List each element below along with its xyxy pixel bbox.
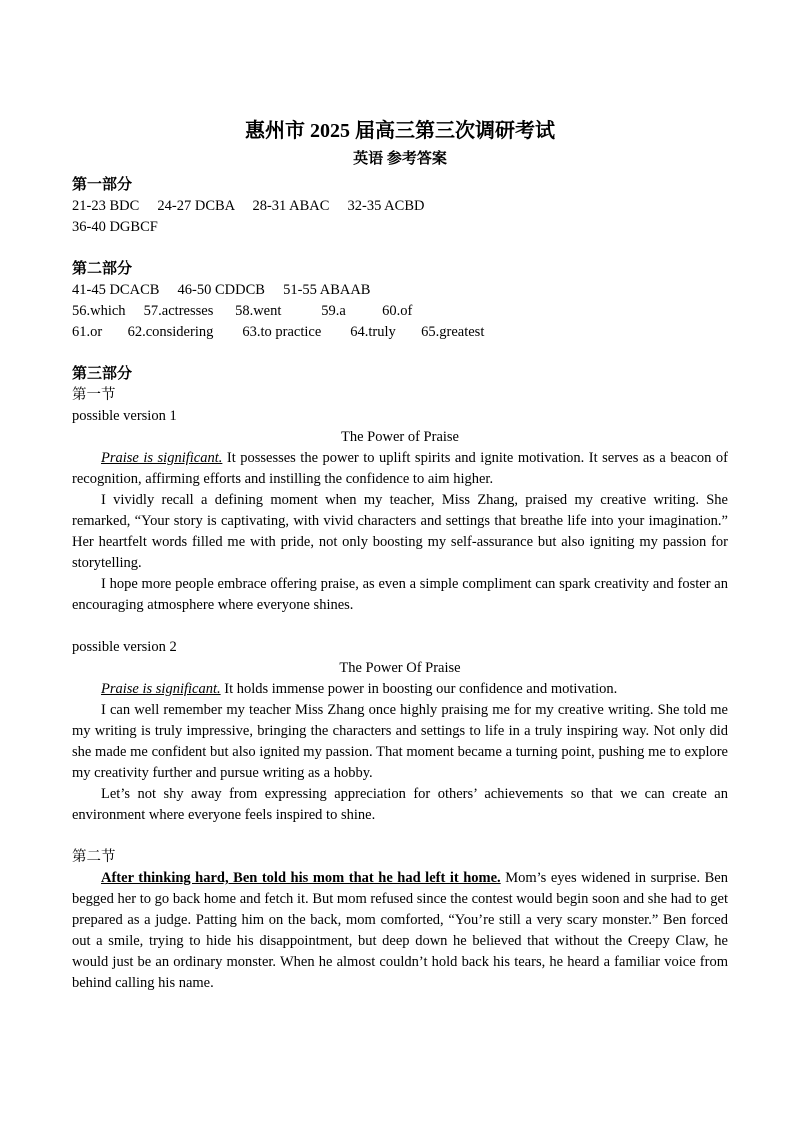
part2-heading: 第二部分 <box>72 261 133 277</box>
blank-line <box>72 238 728 259</box>
version1-essay-title: The Power of Praise <box>341 429 459 445</box>
part1-answers-line1: 21-23 BDC 24-27 DCBA 28-31 ABAC 32-35 ACBD <box>72 198 425 214</box>
version1-paragraph-1-text: It possesses the power to uplift spirits and ignite motivation. It serves as a beacon of recognition, affirming efforts and instilling the confidence to aim higher. <box>72 450 728 487</box>
section2-paragraph <box>72 868 728 994</box>
version1-paragraph-3: I hope more people embrace offering praise, as even a simple compliment can spark creativity and foster an encouraging atmosphere where everyone shines. <box>72 576 728 613</box>
version2-paragraph-2: I can well remember my teacher Miss Zhang once highly praising me for my creative writing. She told me my writing is truly impressive, bringing the characters and settings to life in a truly inspiring way. Not only did she made me confident but also ignited my passion. That moment became a turning point, pushing me to explore my creativity further and pursue writing as a hobby. <box>72 702 728 781</box>
part1-answers-line2: 36-40 DGBCF <box>72 219 158 235</box>
blank-line <box>72 343 728 364</box>
version1-thesis-underlined: Praise is significant. <box>101 450 223 466</box>
part3-section1-heading: 第一节 <box>72 387 116 403</box>
exam-title: 惠州市 2025 届高三第三次调研考试 <box>245 120 555 142</box>
part2-answers-line2: 56.which 57.actresses 58.went 59.a 60.of <box>72 303 413 319</box>
version2-label: possible version 2 <box>72 639 177 655</box>
section2-opening-sentence-underlined: After thinking hard, Ben told his mom that he had left it home. <box>101 870 501 886</box>
version2-essay-title: The Power Of Praise <box>339 660 461 676</box>
version2-thesis-underlined: Praise is significant. <box>101 681 221 697</box>
section2-paragraph-text: Mom’s eyes widened in surprise. Ben begged her to go back home and fetch it. But mom refused since the contest would begin soon and she had to get prepared as a judge. Patting him on the back, mom comforted, “You’re still a very scary monster.” Ben forced out a smile, trying to hide his disappointment, but deep down he believed that without the Creepy Claw, he would just be an ordinary monster. When he almost couldn’t hold back his tears, he heard a familiar voice from behind calling his name. <box>72 870 728 991</box>
version2-paragraph-1-text: It holds immense power in boosting our confidence and motivation. <box>220 681 618 697</box>
part2-answers-line1: 41-45 DCACB 46-50 CDDCB 51-55 ABAAB <box>72 282 371 298</box>
part2-answers-line3: 61.or 62.considering 63.to practice 64.truly 65.greatest <box>72 324 485 340</box>
part3-heading: 第三部分 <box>72 366 133 382</box>
version1-paragraph-1 <box>72 448 728 490</box>
part1-heading: 第一部分 <box>72 177 133 193</box>
version1-paragraph-2: I vividly recall a defining moment when my teacher, Miss Zhang, praised my creative writing. She remarked, “Your story is captivating, with vivid characters and settings that breathe life into your imagination.” Her heartfelt words filled me with pride, not only boosting my self-assurance but also igniting my passion for storytelling. <box>72 492 728 571</box>
exam-subtitle: 英语 参考答案 <box>353 151 447 167</box>
version2-paragraph-1 <box>72 679 728 700</box>
version1-label: possible version 1 <box>72 408 177 424</box>
blank-line <box>72 826 728 847</box>
version2-paragraph-3: Let’s not shy away from expressing appreciation for others’ achievements so that we can create an environment where everyone feels inspired to shine. <box>72 786 728 823</box>
part3-section2-heading: 第二节 <box>72 849 116 865</box>
blank-line <box>72 616 728 637</box>
